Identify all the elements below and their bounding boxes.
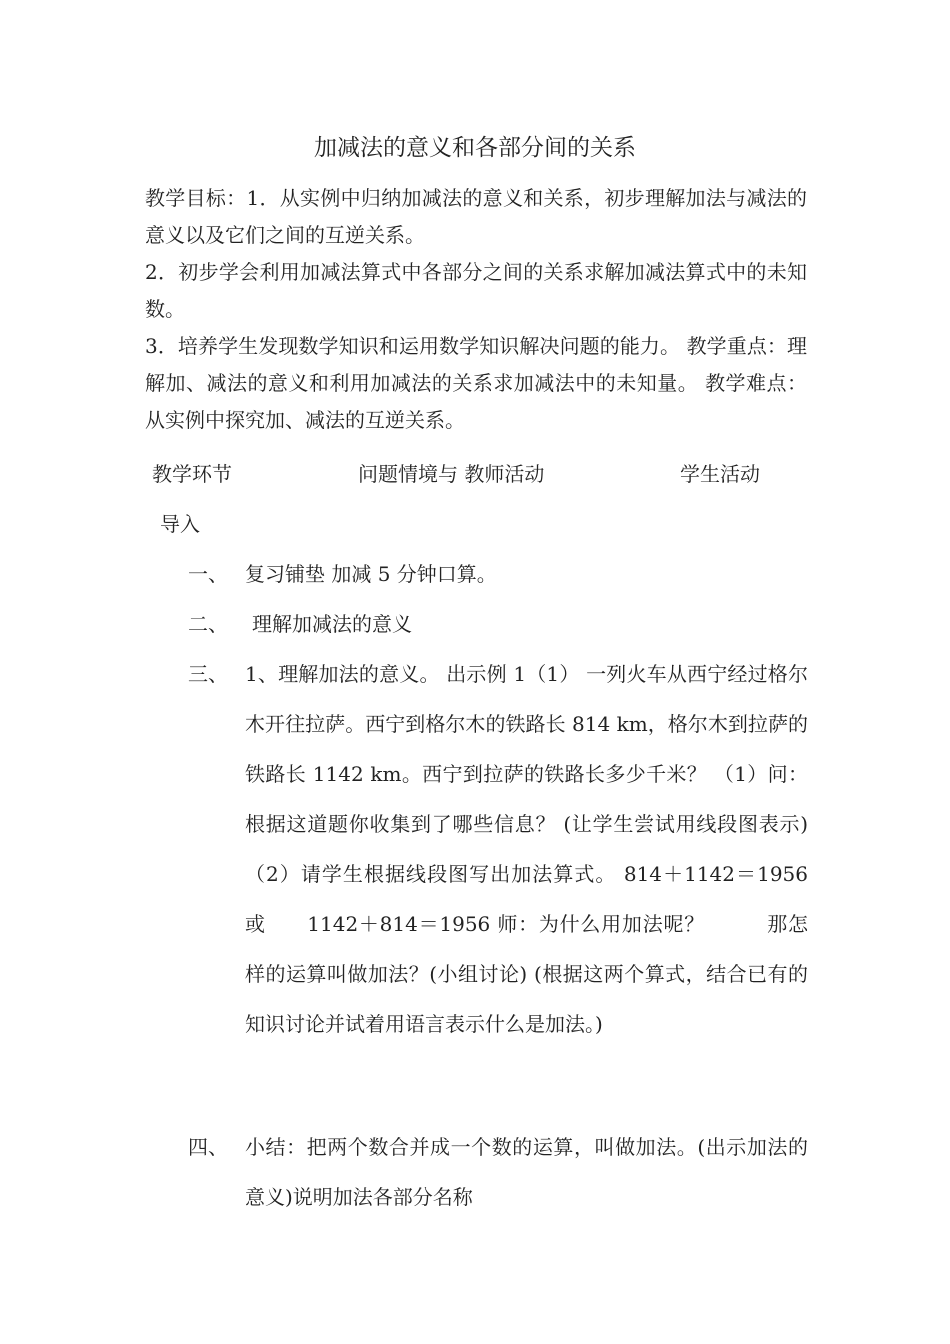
item-4-mark: 四、 [188, 1135, 228, 1159]
goal-3-paragraph [145, 328, 807, 439]
header-teaching-stage: 教学环节 [152, 462, 232, 486]
difficulty: 教学难点：从实例中探究加、减法的互逆关系。 [145, 371, 808, 432]
header-teacher-activity: 问题情境与 教师活动 [358, 462, 545, 486]
goal-1: 1．从实例中归纳加减法的意义和关系，初步理解加法与减法的意义以及它们之间的互逆关系。 [145, 186, 807, 247]
objectives-label: 教学目标： [145, 186, 247, 210]
item-4-text: 小结：把两个数合并成一个数的运算，叫做加法。(出示加法的意义)说明加法各部分名称 [245, 1135, 808, 1209]
document-title: 加减法的意义和各部分间的关系 [314, 135, 636, 161]
objectives-paragraph [145, 180, 807, 254]
item-3-mark: 三、 [188, 662, 228, 686]
key-points: 教学重点：理解加、减法的意义和利用加减法的关系求加减法中的未知量。 [145, 334, 808, 395]
goal-2-paragraph [145, 254, 807, 328]
item-1-mark: 一、 [188, 562, 228, 586]
header-student-activity: 学生活动 [680, 462, 760, 486]
item-3-text: 1、理解加法的意义。 出示例 1（1） 一列火车从西宁经过格尔木开往拉萨。西宁到格尔木的铁路长 814 km，格尔木到拉萨的铁路长 1142 km。西宁到拉萨的铁路长多少千米？ （1）问：根据这道题你收集到了哪些信息？ (让学生尝试用线段图表示) （2）请学生根据线段图写出加法算式。 814＋1142＝1956 或 1142＋814＝1956 师：为什么用加法呢？ 那怎样的运算叫做加法？(小组讨论) (根据这两个算式，结合已有的知识讨论并试着用语言表示什么是加法。) [245, 662, 828, 1036]
item-2-mark: 二、 [188, 612, 228, 636]
item-1-text: 复习铺垫 加减 5 分钟口算。 [245, 562, 497, 586]
intro-label: 导入 [160, 512, 200, 536]
goal-3: 3．培养学生发现数学知识和运用数学知识解决问题的能力。 [145, 334, 681, 358]
goal-2: 2．初步学会利用加减法算式中各部分之间的关系求解加减法算式中的未知数。 [145, 260, 807, 321]
item-2-text: 理解加减法的意义 [252, 612, 412, 636]
